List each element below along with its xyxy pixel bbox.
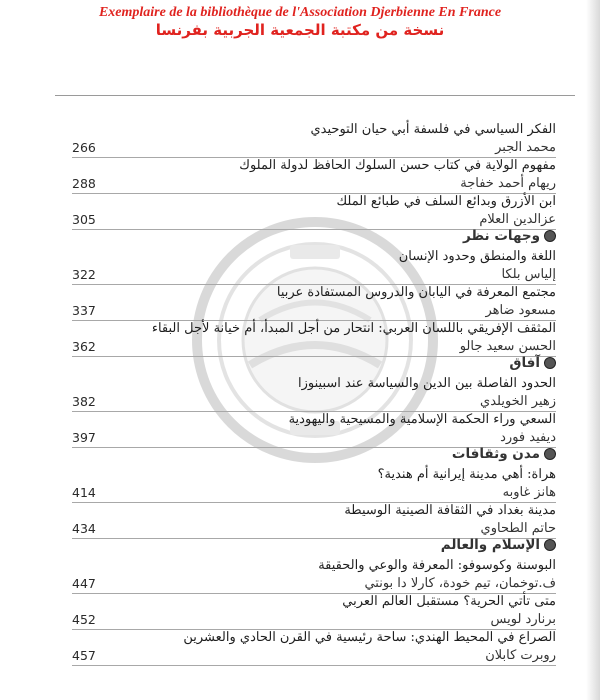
page-number: 447 [72,576,96,591]
page-number: 414 [72,485,96,500]
article-author: الحسن سعيد جالو [459,339,556,354]
article-title: الحدود الفاصلة بين الدين والسياسة عند اسبينوزا [298,376,556,391]
article-title: هراة: أهي مدينة إيرانية أم هندية؟ [377,467,556,482]
article-author: ف.توخمان، تيم خودة، كارلا دا بونتي [364,576,556,591]
article-title: ابن الأزرق وبدائع السلف في طبائع الملك [336,194,556,209]
article-author: مسعود ضاهر [485,303,556,318]
article-author: زهير الخويلدي [480,394,556,409]
article-author: إلياس بلكا [501,267,556,282]
article-title: متى تأتي الحرية؟ مستقبل العالم العربي [342,594,556,609]
section-title: مدن وثقافات [451,446,540,462]
article-author: ديفيد فورد [500,430,556,445]
section-title: الإسلام والعالم [440,537,540,553]
article-title: مجتمع المعرفة في اليابان والدروس المستفادة عربيا [276,285,556,300]
stamp-arabic-text: نسخة من مكتبة الجمعية الجربية بفرنسا [155,21,445,39]
page-number: 337 [72,303,96,318]
page-number: 362 [72,339,96,354]
article-author: حاتم الطحاوي [480,521,556,536]
page-number: 305 [72,212,96,227]
article-title: اللغة والمنطق وحدود الإنسان [398,249,556,264]
article-title: الفكر السياسي في فلسفة أبي حيان التوحيدي [310,122,556,137]
article-author: عزالدين العلام [479,212,556,227]
page-number: 457 [72,648,96,663]
section-title: آفاق [509,355,540,371]
page-number: 452 [72,612,96,627]
section-title: وجهات نظر [463,228,540,244]
section-bullet-icon [544,357,556,369]
article-author: روبرت كابلان [485,648,556,663]
article-title: الصراع في المحيط الهندي: ساحة رئيسية في القرن الحادي والعشرين [183,630,556,645]
page-number: 322 [72,267,96,282]
page-number: 397 [72,430,96,445]
article-title: البوسنة وكوسوفو: المعرفة والوعي والحقيقة [318,558,556,573]
section-bullet-icon [544,539,556,551]
page-number: 382 [72,394,96,409]
article-title: السعي وراء الحكمة الإسلامية والمسيحية واليهودية [288,412,556,427]
article-author: هانز غاوبه [502,485,556,500]
stamp-french-text: Exemplaire de la bibliothèque de l'Association Djerbienne En France [98,5,502,20]
article-title: المثقف الإفريقي باللسان العربي: انتحار من أجل المبدأ، أم خيانة لأجل البقاء [151,321,556,336]
page-number: 266 [72,140,96,155]
toc-entry-author [72,641,556,666]
section-bullet-icon [544,230,556,242]
article-title: مفهوم الولاية في كتاب حسن السلوك الحافظ لدولة الملوك [239,158,556,173]
article-author: ريهام أحمد خفاجة [460,176,556,191]
page-number: 434 [72,521,96,536]
article-title: مدينة بغداد في الثقافة الصينية الوسيطة [344,503,556,518]
section-bullet-icon [544,448,556,460]
article-author: برنارد لويس [490,612,556,627]
article-author: محمد الجبر [495,140,556,155]
page-number: 288 [72,176,96,191]
